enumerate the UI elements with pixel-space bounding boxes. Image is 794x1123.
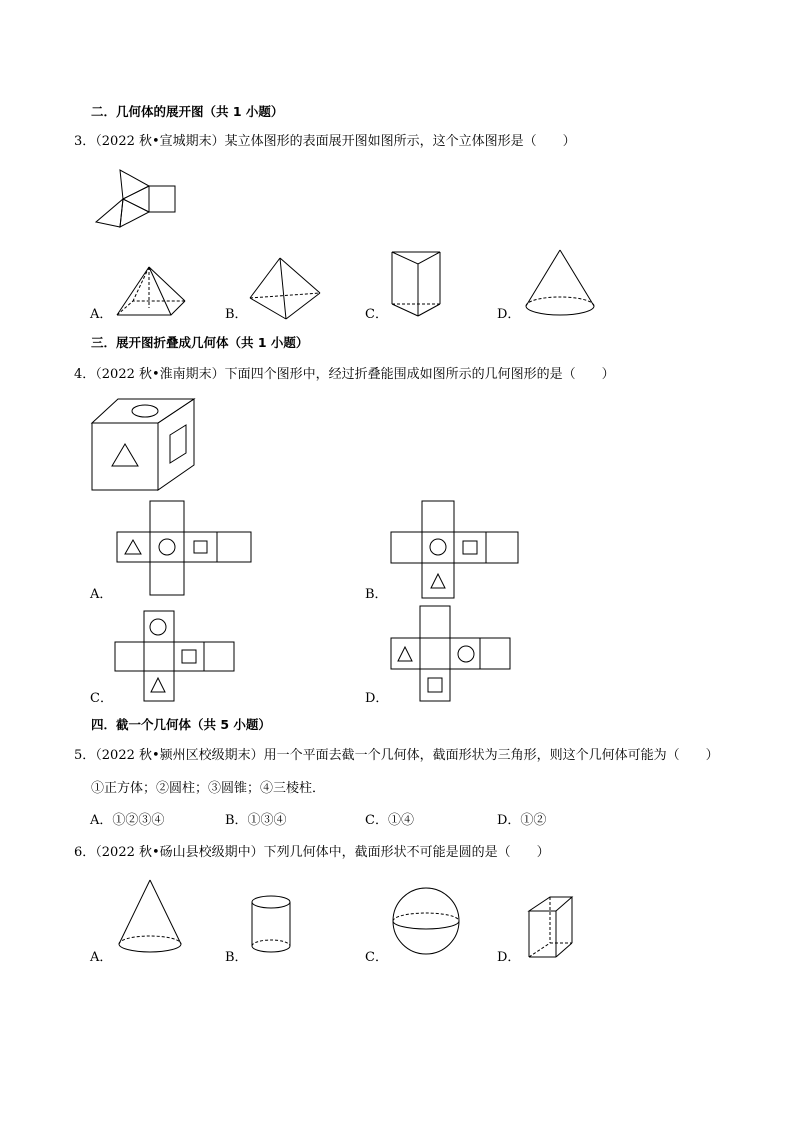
q4-option-a-label: A．	[90, 587, 113, 602]
question-5-stem: 5．（2022 秋•颍州区校级期末）用一个平面去截一个几何体，截面形状为三角形，则这个几何体可能为（ ）	[74, 748, 719, 763]
question-3-stem: 3．（2022 秋•宣城期末）某立体图形的表面展开图如图所示，这个立体图形是（ ）	[74, 134, 576, 149]
q3-option-c-label: C．	[365, 307, 388, 322]
q5-option-d: D．①②	[497, 813, 547, 828]
q4-option-c-net	[114, 610, 236, 702]
question-4-stem: 4．（2022 秋•淮南期末）下面四个图形中，经过折叠能围成如图所示的几何图形的是（ ）	[74, 367, 615, 382]
section-2-title: 二．几何体的展开图（共 1 小题）	[91, 104, 284, 119]
q4-cube-figure	[90, 397, 196, 492]
q3-option-b-label: B．	[225, 307, 248, 322]
q5-option-b: B．①③④	[225, 813, 287, 828]
q3-option-d-label: D．	[497, 307, 521, 322]
question-5-items: ①正方体；②圆柱；③圆锥；④三棱柱．	[91, 781, 326, 796]
q4-option-c-label: C．	[90, 691, 113, 706]
q6-option-c-label: C．	[365, 950, 388, 965]
q6-option-b-label: B．	[225, 950, 248, 965]
q6-option-d-label: D．	[497, 950, 521, 965]
q3-option-a-square-pyramid	[113, 265, 187, 321]
q3-net-figure	[92, 166, 182, 232]
q4-option-b-net	[390, 500, 520, 599]
q6-option-a-label: A．	[90, 950, 113, 965]
q3-option-c-triangular-prism	[388, 248, 446, 320]
q4-option-d-net	[390, 605, 512, 702]
q4-option-a-net	[116, 500, 252, 596]
q3-option-a-label: A．	[90, 307, 113, 322]
q6-option-d-triangular-prism	[526, 893, 576, 961]
q3-option-b-triangular-pyramid	[248, 256, 322, 324]
q4-option-d-label: D．	[365, 691, 389, 706]
question-6-stem: 6．（2022 秋•砀山县校级期中）下列几何体中，截面形状不可能是圆的是（ ）	[74, 845, 550, 860]
q5-option-a: A．①②③④	[90, 813, 165, 828]
section-3-title: 三．展开图折叠成几何体（共 1 小题）	[91, 335, 309, 350]
q4-option-b-label: B．	[365, 587, 388, 602]
q3-option-d-cone	[520, 246, 600, 322]
q5-option-c: C．①④	[365, 813, 414, 828]
q6-option-a-cone	[115, 876, 185, 960]
q6-option-b-cylinder	[248, 893, 294, 957]
section-4-title: 四．截一个几何体（共 5 小题）	[91, 717, 271, 732]
q6-option-c-sphere	[390, 885, 462, 957]
